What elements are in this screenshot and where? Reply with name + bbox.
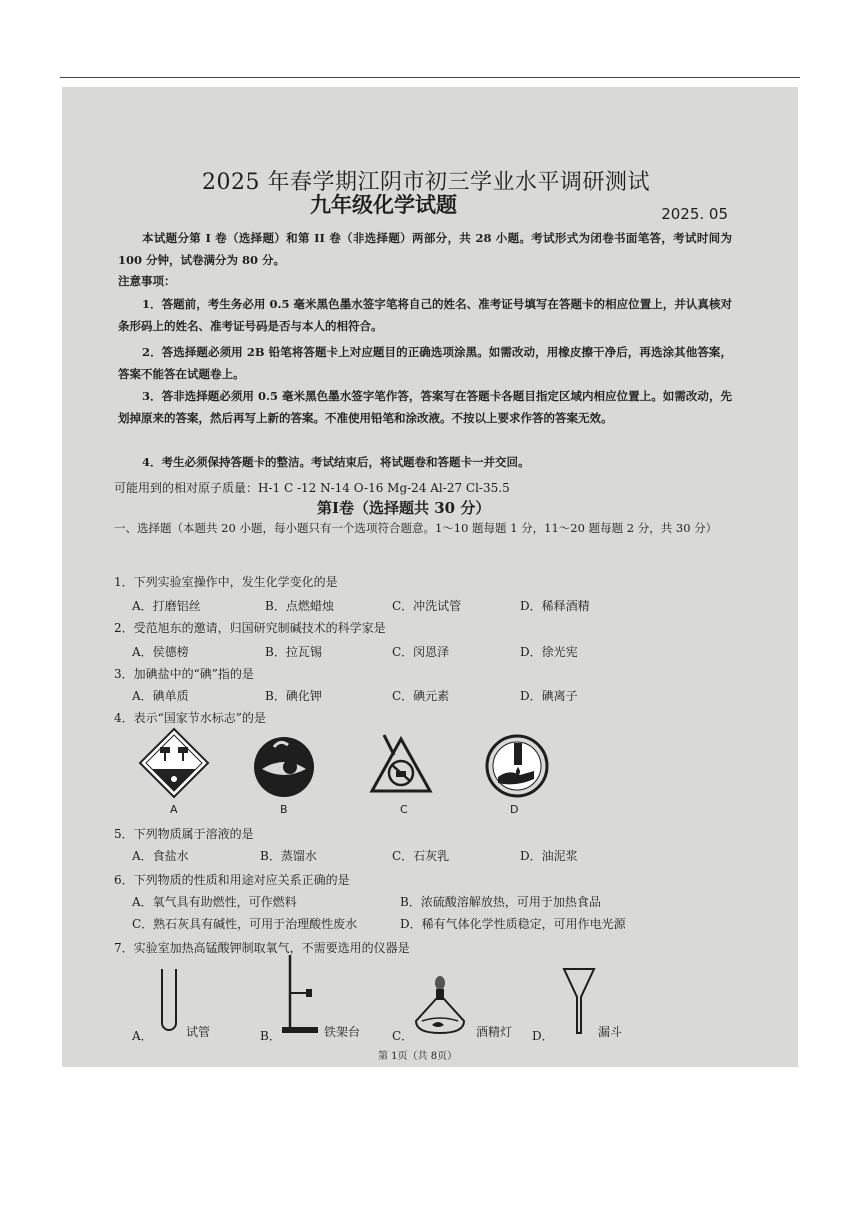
note-item: 1．答题前，考生务必用 0.5 毫米黑色墨水签字笔将自己的姓名、准考证号填写在答题卡的相应位置上，并认真核对条形码上的姓名、准考证号码是否与本人的相符合。 bbox=[118, 297, 732, 333]
option: C．碘元素 bbox=[392, 689, 450, 703]
top-rule bbox=[60, 77, 800, 78]
exam-date: 2025. 05 bbox=[661, 205, 728, 223]
question-stem: 5．下列物质属于溶液的是 bbox=[114, 827, 254, 841]
icon-label: A bbox=[170, 803, 178, 816]
test-tube-icon bbox=[158, 967, 180, 1037]
option: D．碘离子 bbox=[520, 689, 578, 703]
option: A． bbox=[132, 1029, 153, 1043]
option: A．打磨铝丝 bbox=[132, 599, 201, 613]
instrument-label: 酒精灯 bbox=[476, 1025, 513, 1039]
section-title: 第Ⅰ卷（选择题共 30 分） bbox=[317, 499, 491, 517]
intro-text: 本试题分第 I 卷（选择题）和第 II 卷（非选择题）两部分，共 28 小题。考试形式为闭卷书面笔答，考试时间为 100 分钟，试卷满分为 80 分。 bbox=[118, 231, 732, 267]
option: B．蒸馏水 bbox=[260, 849, 317, 863]
question-stem: 2．受范旭东的邀请，归国研究制碱技术的科学家是 bbox=[114, 621, 386, 635]
option: C．闵恩泽 bbox=[392, 645, 450, 659]
option: C． bbox=[392, 1029, 414, 1043]
instrument-label: 铁架台 bbox=[324, 1025, 361, 1039]
question-stem: 3．加碘盐中的“碘”指的是 bbox=[114, 667, 254, 681]
option: C．冲洗试管 bbox=[392, 599, 462, 613]
note-item: 4．考生必须保持答题卡的整洁。考试结束后，将试题卷和答题卡一并交回。 bbox=[142, 455, 530, 469]
option: B． bbox=[260, 1029, 281, 1043]
question-stem: 6．下列物质的性质和用途对应关系正确的是 bbox=[114, 873, 350, 887]
page-footer: 第 1页（共 8页） bbox=[378, 1051, 458, 1062]
alcohol-lamp-icon bbox=[412, 975, 468, 1037]
funnel-icon bbox=[562, 967, 596, 1035]
instrument-label: 试管 bbox=[186, 1025, 211, 1039]
option: A．食盐水 bbox=[132, 849, 189, 863]
note-item: 3．答非选择题必须用 0.5 毫米黑色墨水签字笔作答，答案写在答题卡各题目指定区域内相应位置上。如需改动，先划掉原来的答案，然后再写上新的答案。不准使用铅笔和涂改液。不按以上要求作答的答案无效。 bbox=[118, 389, 732, 425]
question-stem: 4．表示“国家节水标志”的是 bbox=[114, 711, 266, 725]
option: B．拉瓦锡 bbox=[265, 645, 322, 659]
water-drop-logo-icon bbox=[252, 735, 316, 799]
question-stem: 1．下列实验室操作中，发生化学变化的是 bbox=[114, 575, 338, 589]
note-item: 2．答选择题必须用 2B 铅笔将答题卡上对应题目的正确选项涂黑。如需改动，用橡皮擦干净后，再选涂其他答案，答案不能答在试题卷上。 bbox=[118, 345, 732, 381]
option: B．浓硫酸溶解放热，可用于加热食品 bbox=[400, 895, 601, 909]
option: B．点燃蜡烛 bbox=[265, 599, 334, 613]
question-stem: 7．实验室加热高锰酸钾制取氧气，不需要选用的仪器是 bbox=[114, 941, 410, 955]
option: C．石灰乳 bbox=[392, 849, 450, 863]
option: C．熟石灰具有碱性，可用于治理酸性废水 bbox=[132, 917, 358, 931]
option: D．稀释酒精 bbox=[520, 599, 590, 613]
hand-water-saving-icon bbox=[484, 733, 550, 799]
instrument-label: 漏斗 bbox=[598, 1025, 623, 1039]
icon-label: C bbox=[400, 803, 408, 816]
option: A．氧气具有助燃性，可作燃料 bbox=[132, 895, 297, 909]
option: D．油泥浆 bbox=[520, 849, 578, 863]
notes-heading: 注意事项： bbox=[118, 274, 176, 288]
option: A．侯德榜 bbox=[132, 645, 189, 659]
iron-stand-icon bbox=[280, 953, 320, 1037]
exam-subtitle: 九年级化学试题 bbox=[310, 192, 457, 217]
icon-label: B bbox=[280, 803, 288, 816]
exam-title: 2025 年春学期江阴市初三学业水平调研测试 bbox=[202, 170, 650, 195]
atomic-masses: 可能用到的相对原子质量：H-1 C -12 N-14 O-16 Mg-24 Al-27 Cl-35.5 bbox=[114, 481, 510, 495]
section-intro: 一、选择题（本题共 20 小题，每小题只有一个选项符合题意。1～10 题每题 1 分，11～20 题每题 2 分，共 30 分） bbox=[114, 521, 718, 535]
option: D．稀有气体化学性质稳定，可用作电光源 bbox=[400, 917, 626, 931]
no-smoking-sign-icon bbox=[368, 733, 434, 799]
option: D．徐光宪 bbox=[520, 645, 578, 659]
exam-page-photo bbox=[62, 87, 798, 1067]
icon-label: D bbox=[510, 803, 519, 816]
option: B．碘化钾 bbox=[265, 689, 322, 703]
option: D． bbox=[532, 1029, 554, 1043]
corrosive-hazard-icon bbox=[138, 727, 210, 799]
option: A．碘单质 bbox=[132, 689, 189, 703]
